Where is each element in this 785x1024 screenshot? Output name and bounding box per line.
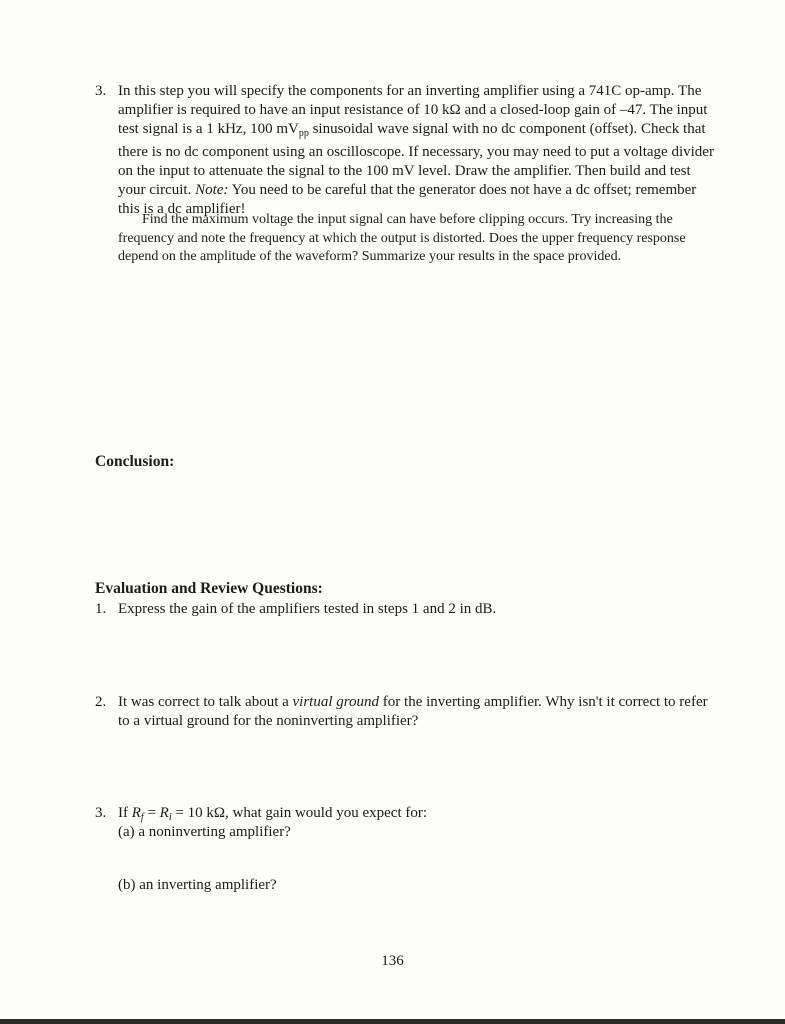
question-2-text [118, 693, 716, 731]
question-3-rf: R [131, 805, 141, 821]
question-2-text-b: for the inverting amplifier. Why isn't it correct to refer to a virtual ground for the noninverting amplifier? [118, 694, 708, 729]
step-3-followup: Find the maximum voltage the input signal can have before clipping occurs. Try increasing the frequency and note the frequency at which the output is distorted. Does the upper frequency response depend on the amplitude of the waveform? Summarize your results in the space provided. [118, 212, 686, 264]
question-3-ri: R [159, 805, 169, 821]
question-2-virtual-ground: virtual ground [292, 694, 380, 710]
question-3-part-b: (b) an inverting amplifier? [118, 877, 277, 893]
step-3-text-c: You need to be careful that the generator does not have a dc offset; remember this is a dc amplifier! [118, 182, 697, 217]
question-1-text: Express the gain of the amplifiers tested in steps 1 and 2 in dB. [118, 601, 497, 617]
question-3-if: If [118, 805, 132, 821]
step-3-note-label: Note: [195, 182, 229, 198]
question-3-sub-f: f [140, 812, 144, 823]
step-3-instructions [118, 82, 716, 219]
page-number: 136 [381, 953, 404, 969]
question-3-equals: = [143, 805, 160, 821]
review-heading: Evaluation and Review Questions: [95, 580, 323, 597]
question-3-number: 3. [95, 805, 107, 821]
question-1-number: 1. [95, 601, 107, 617]
question-3-part-a: (a) a noninverting amplifier? [118, 824, 291, 840]
step-3-subscript-pp: pp [298, 128, 309, 139]
question-2-number: 2. [95, 694, 107, 710]
question-2-text-a: It was correct to talk about a [118, 694, 293, 710]
question-3-rest: = 10 kΩ, what gain would you expect for: [171, 805, 428, 821]
conclusion-heading: Conclusion: [95, 453, 175, 470]
question-3-sub-i: i [168, 812, 172, 823]
page-bottom-edge [0, 1019, 785, 1024]
step-3-text-a: In this step you will specify the components for an inverting amplifier using a 741C op-amp. The amplifier is required to have an input resistance of 10 kΩ and a closed-loop gain of –47. The input test signal is a 1 kHz, 100 mV [118, 83, 708, 137]
step-3-text-b: sinusoidal wave signal with no dc component (offset). Check that there is no dc component using an oscilloscope. If necessary, you may need to put a voltage divider on the input to attenuate the signal to the 100 mV level. Draw the amplifier. Then build and test your circuit. [118, 121, 714, 198]
step-3-number: 3. [95, 83, 107, 99]
